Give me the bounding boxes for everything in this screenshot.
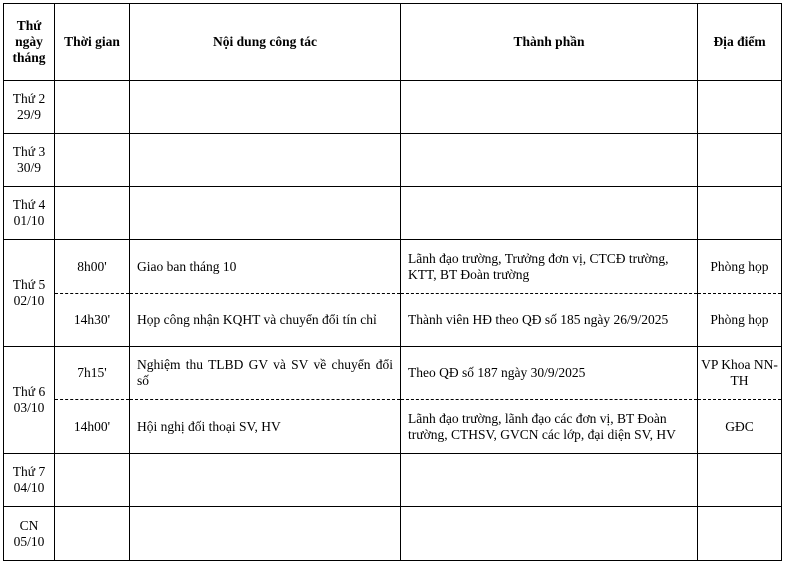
day-weekday: Thứ 2 bbox=[12, 91, 46, 106]
header-time: Thời gian bbox=[55, 4, 130, 81]
content-cell: Nghiệm thu TLBD GV và SV về chuyển đổi số bbox=[130, 347, 401, 400]
table-row bbox=[4, 507, 782, 561]
day-weekday: Thứ 5 bbox=[12, 277, 46, 292]
day-weekday: Thứ 4 bbox=[12, 197, 46, 212]
content-cell bbox=[130, 454, 401, 507]
participants-cell: Lãnh đạo trường, Trưởng đơn vị, CTCĐ trường, KTT, BT Đoàn trường bbox=[401, 240, 698, 294]
table-row bbox=[4, 240, 782, 294]
schedule-wrapper bbox=[3, 3, 782, 561]
content-cell bbox=[130, 134, 401, 187]
location-cell: GĐC bbox=[698, 400, 782, 454]
location-cell bbox=[698, 454, 782, 507]
table-row bbox=[4, 81, 782, 134]
time-cell: 8h00' bbox=[55, 240, 130, 294]
work-schedule-table bbox=[3, 3, 782, 561]
header-location: Địa điểm bbox=[698, 4, 782, 81]
time-cell bbox=[55, 81, 130, 134]
day-cell bbox=[4, 81, 55, 134]
table-row bbox=[4, 294, 782, 347]
table-row bbox=[4, 134, 782, 187]
day-date: 04/10 bbox=[13, 480, 45, 495]
participants-cell: Theo QĐ số 187 ngày 30/9/2025 bbox=[401, 347, 698, 400]
participants-cell bbox=[401, 454, 698, 507]
table-row bbox=[4, 187, 782, 240]
location-cell: Phòng họp bbox=[698, 240, 782, 294]
location-cell: VP Khoa NN-TH bbox=[698, 347, 782, 400]
location-cell bbox=[698, 134, 782, 187]
time-cell: 14h30' bbox=[55, 294, 130, 347]
day-date: 05/10 bbox=[13, 533, 45, 549]
content-cell bbox=[130, 187, 401, 240]
participants-cell bbox=[401, 134, 698, 187]
content-cell: Hội nghị đối thoại SV, HV bbox=[130, 400, 401, 454]
day-cell bbox=[4, 240, 55, 347]
location-cell bbox=[698, 507, 782, 561]
content-cell: Họp công nhận KQHT và chuyển đổi tín chỉ bbox=[130, 294, 401, 347]
time-cell bbox=[55, 134, 130, 187]
table-row bbox=[4, 347, 782, 400]
day-date: 03/10 bbox=[13, 400, 45, 415]
day-date: 02/10 bbox=[13, 293, 45, 308]
table-row bbox=[4, 400, 782, 454]
day-date: 01/10 bbox=[13, 213, 45, 228]
content-cell bbox=[130, 81, 401, 134]
participants-cell bbox=[401, 187, 698, 240]
table-row bbox=[4, 454, 782, 507]
day-cell bbox=[4, 507, 55, 561]
location-cell bbox=[698, 187, 782, 240]
day-weekday: Thứ 6 bbox=[12, 384, 46, 399]
time-cell bbox=[55, 454, 130, 507]
day-cell bbox=[4, 454, 55, 507]
location-cell: Phòng họp bbox=[698, 294, 782, 347]
header-participants: Thành phần bbox=[401, 4, 698, 81]
time-cell bbox=[55, 507, 130, 561]
day-weekday: Thứ 7 bbox=[12, 464, 46, 479]
content-cell bbox=[130, 507, 401, 561]
day-date: 30/9 bbox=[16, 160, 41, 175]
header-content: Nội dung công tác bbox=[130, 4, 401, 81]
participants-cell bbox=[401, 507, 698, 561]
day-cell bbox=[4, 187, 55, 240]
header-row bbox=[4, 4, 782, 81]
content-cell: Giao ban tháng 10 bbox=[130, 240, 401, 294]
time-cell: 14h00' bbox=[55, 400, 130, 454]
header-day: Thứ ngày tháng bbox=[4, 4, 55, 81]
participants-cell bbox=[401, 81, 698, 134]
time-cell bbox=[55, 187, 130, 240]
participants-cell: Thành viên HĐ theo QĐ số 185 ngày 26/9/2025 bbox=[401, 294, 698, 347]
participants-cell: Lãnh đạo trường, lãnh đạo các đơn vị, BT Đoàn trường, CTHSV, GVCN các lớp, đại diện SV, HV bbox=[401, 400, 698, 454]
day-weekday: Thứ 3 bbox=[12, 144, 46, 159]
location-cell bbox=[698, 81, 782, 134]
day-cell bbox=[4, 134, 55, 187]
day-cell bbox=[4, 347, 55, 454]
day-weekday: CN bbox=[19, 517, 39, 533]
day-date: 29/9 bbox=[16, 107, 41, 122]
time-cell: 7h15' bbox=[55, 347, 130, 400]
